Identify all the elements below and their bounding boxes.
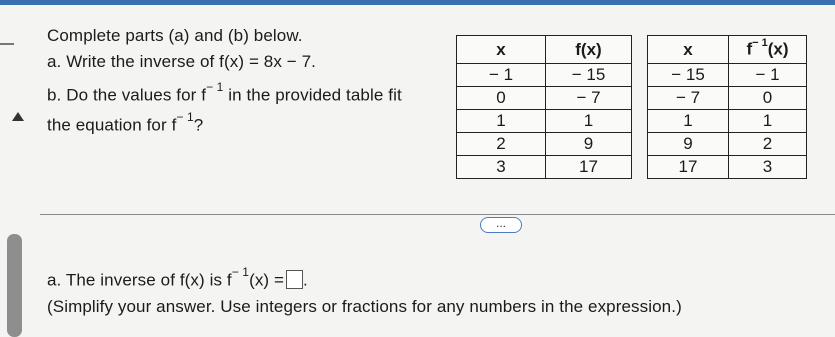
part-a-function: f(x) = 8x − 7. (219, 52, 316, 71)
table-cell: 0 (457, 87, 546, 110)
table-row (457, 156, 632, 179)
finv-header-f: f (746, 39, 753, 59)
table-cell: 1 (648, 110, 729, 133)
table-cell: − 15 (648, 64, 729, 87)
table-row (648, 64, 807, 87)
table-finv-header-x: x (648, 36, 729, 64)
table-cell: 0 (729, 87, 807, 110)
part-b-question (47, 80, 402, 106)
table-cell: − 1 (729, 64, 807, 87)
table-cell: 9 (648, 133, 729, 156)
table-row (648, 156, 807, 179)
finv-header-sup: − 1 (752, 37, 768, 50)
answer-instructions: (Simplify your answer. Use integers or fractions for any numbers in the expression.) (47, 297, 682, 316)
table-f (456, 35, 632, 179)
table-cell: 3 (729, 156, 807, 179)
answer-trailing: . (303, 270, 308, 290)
part-b-line2-sup: − 1 (176, 110, 194, 124)
table-cell: 2 (457, 133, 546, 156)
answer-suffix: (x) = (249, 270, 285, 290)
part-a-question (47, 52, 316, 72)
part-b-sup: − 1 (206, 80, 224, 94)
part-b-line2-prefix: the equation for f (47, 115, 177, 135)
table-row (457, 87, 632, 110)
table-cell: − 7 (648, 87, 729, 110)
table-cell: − 7 (546, 87, 632, 110)
table-cell: 17 (648, 156, 729, 179)
table-cell: 1 (457, 110, 546, 133)
table-cell: − 1 (457, 64, 546, 87)
table-cell: 1 (546, 110, 632, 133)
scrollbar-thumb[interactable] (7, 234, 22, 337)
table-cell: 9 (546, 133, 632, 156)
part-b-question-line2 (47, 110, 204, 136)
table-cell: 2 (729, 133, 807, 156)
table-f-header (457, 36, 632, 64)
table-f-header-x: x (457, 36, 546, 64)
expand-button[interactable]: ... (480, 217, 522, 233)
table-row (648, 87, 807, 110)
table-f-inverse (647, 35, 807, 179)
part-a-prefix: a. Write the inverse of (47, 52, 220, 71)
part-b-line2-suffix: ? (193, 115, 204, 135)
table-row (648, 133, 807, 156)
table-cell: 17 (546, 156, 632, 179)
answer-line (47, 265, 308, 291)
part-b-prefix: b. Do the values for f (47, 85, 207, 105)
table-cell: 1 (729, 110, 807, 133)
top-accent-bar (0, 0, 835, 5)
side-marker (0, 43, 14, 45)
part-b-suffix: in the provided table fit (223, 85, 402, 105)
table-row (457, 64, 632, 87)
table-cell: 3 (457, 156, 546, 179)
table-row (457, 133, 632, 156)
answer-sup: − 1 (231, 265, 250, 279)
answer-input[interactable] (286, 270, 303, 289)
table-row (648, 110, 807, 133)
section-divider (40, 214, 835, 215)
table-finv-header-finv (729, 36, 807, 64)
collapse-triangle-icon[interactable] (12, 112, 24, 121)
intro-text: Complete parts (a) and (b) below. (47, 26, 303, 45)
answer-prefix: a. The inverse of f(x) is f (47, 270, 232, 290)
table-row (457, 110, 632, 133)
table-cell: − 15 (546, 64, 632, 87)
table-finv-header (648, 36, 807, 64)
table-f-header-fx: f(x) (546, 36, 632, 64)
finv-header-suffix: (x) (767, 39, 789, 59)
